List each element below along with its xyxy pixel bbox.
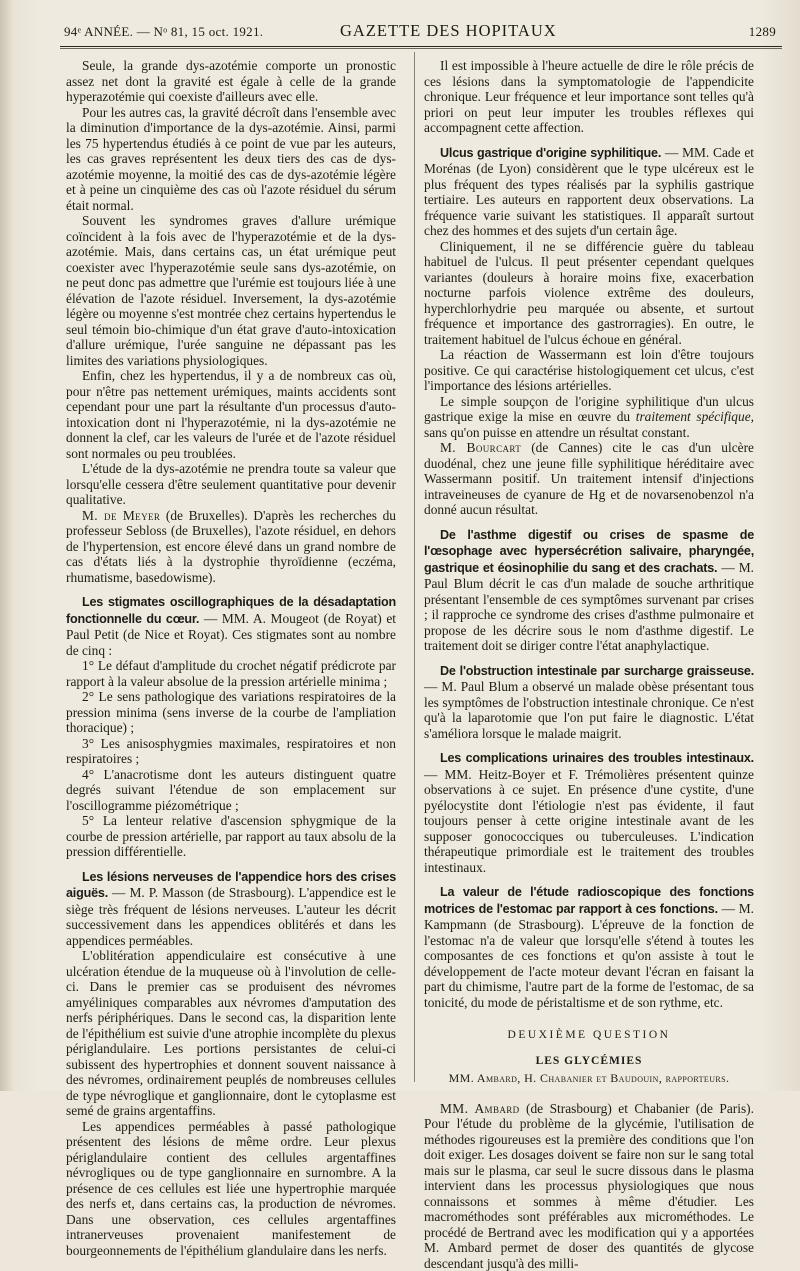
paragraph: Les appendices perméables à passé pathologique présentent des lésions de même ordre. Leur plexus périglandulaire contient des cellules argentaffines névrogliques ou de type ganglionnaire en surnombre. A la présence de ces cellules est liée une hypertrophie marquée des nerfs et, dans certains cas, la production de névromes. Dans une observation, ces cellules argentaffines intranerveuses provenaient manifestement de bourgeonnements de l'épithélium glandulaire dans les nerfs. [66, 1119, 396, 1259]
paragraph [424, 440, 754, 518]
section-text: — MM. Cade et Morénas (de Lyon) considèrent que le type ulcéreux est le plus fréquent des types réalisés par la syphilis gastrique tertiaire. Les auteurs en rapportent deux observations. La fréquence varie suivant les statistiques. Il apparaît surtout chez des hommes et des sujets d'un certain âge. [424, 145, 754, 239]
question-title: LES GLYCÉMIES [424, 1054, 754, 1070]
running-header [56, 20, 784, 44]
section-text: — M. Paul Blum a observé un malade obèse présentant tous les symptômes de l'obstruction intestinale chronique. Ce n'est qu'à la laparotomie que l'on put faire le diagnostic. L'état s'améliora lorsque le malade maigrit. [424, 679, 754, 741]
section-syphilitic-ulcus [424, 145, 754, 239]
section-text: — MM. Heitz-Boyer et F. Trémolières présentent quinze observations à ce sujet. En présence d'une cystite, d'une pyélocystite dont l'étiologie n'est pas évidente, il faut toujours penser à cette origine intestinale avant de les supposer gonococciques ou tuberculeuses. L'indication thérapeutique primordiale est le traitement des troubles intestinaux. [424, 767, 754, 875]
section-urinary-complications [424, 750, 754, 875]
list-item: 5° La lenteur relative d'ascension sphygmique de la courbe de pression artérielle, par rapport au taux absolu de la pression différentielle. [66, 813, 396, 860]
section-heading: De l'obstruction intestinale par surcharge graisseuse. [440, 664, 754, 678]
section-text: — M. Paul Blum décrit le cas d'un malade de souche arthritique présentant l'ensemble de ces symptômes survenant par crises ; il rapproche ce syndrome des crises d'asthme pulmonaire et propose de les décrire sous le nom d'asthme digestif. Le traitement doit se diriger contre l'état anaphylactique. [424, 560, 754, 654]
paragraph: Seule, la grande dys-azotémie comporte un pronostic assez net dont la gravité est égale à celle de la grande hyperazotémie qui coexiste d'ailleurs avec elle. [66, 58, 396, 105]
header-rule [60, 46, 782, 47]
section-heading: Les stigmates oscillographiques de la désadaptation fonctionnelle du cœur. [66, 595, 396, 626]
paragraph [424, 1101, 754, 1271]
section-heading: De l'asthme digestif ou crises de spasme de l'œsophage avec hypersécrétion salivaire, pharyngée, gastrique et éosinophilie du sang et des crachats. [424, 528, 754, 575]
paragraph [66, 508, 396, 586]
author-name: MM. Ambard [440, 1101, 520, 1116]
left-column [66, 58, 396, 1258]
section-intestinal-obstruction [424, 663, 754, 742]
list-item: 2° Le sens pathologique des variations respiratoires de la pression minima (sens inverse de la courbe de l'ampliation thoracique) ; [66, 689, 396, 736]
page-number: 1289 [749, 24, 776, 40]
section-radioscopic-study [424, 884, 754, 1010]
italic-text: traitement spécifique, [636, 409, 754, 424]
question-label: DEUXIÈME QUESTION [424, 1028, 754, 1044]
paragraph: L'étude de la dys-azotémie ne prendra toute sa valeur que lorsqu'elle cessera d'être seulement quantitative pour devenir qualitative. [66, 461, 396, 508]
list-item: 3° Les anisosphygmies maximales, respiratoires et non respiratoires ; [66, 736, 396, 767]
author-name: M. de Meyer [82, 508, 160, 523]
paragraph-text: (de Cannes) cite le cas d'un ulcère duodénal, chez une jeune fille syphilitique héréditaire avec Wassermann positif. Un traitement intensif d'injections intraveineuses de cyanure de Hg et de novarsenobenzol n'a donné aucun résultat. [424, 440, 754, 517]
section-appendix-lesions [66, 869, 396, 949]
section-text: — MM. A. Mougeot (de Royat) et Paul Petit (de Nice et Royat). Ces stigmates sont au nombre de cinq : [66, 611, 396, 658]
paragraph: Souvent les syndromes graves d'allure urémique coïncident à la fois avec de l'hyperazotémie et de la dys-azotémie. Mais, dans certains cas, un état urémique peut coexister avec l'hyperazotémie seule sans dys-azotémie, on ne peut donc pas admettre que l'urémie est toujours liée à une élévation de l'azote résiduel. Inversement, la dys-azotémie légère ou moyenne s'est montrée chez certains hypertendus le seul témoin bio-chimique d'un état grave d'auto-intoxication d'allure urémique, l'urée sanguine ne dépassant pas les limites des variations physiologiques. [66, 213, 396, 368]
paragraph-text: Le simple soupçon de l'origine syphilitique d'un ulcus gastrique exige la mise en œuvre du [424, 394, 754, 425]
paragraph: Cliniquement, il ne se différencie guère du tableau habituel de l'ulcus. Il peut présenter cependant quelques variantes (douleurs à horaire moins fixe, exacerbation nocturne parfois violence extrême des douleurs, hyperchlorhydrie peu marquée ou absente, et surtout fréquence et importance des gastrorragies). En outre, le traitement habituel de l'ulcus échoue en général. [424, 239, 754, 348]
paragraph: Enfin, chez les hypertendus, il y a de nombreux cas où, pour n'être pas nettement urémiques, maints accidents sont cependant pour une part la résultante d'un processus d'auto-intoxication dont ni l'hyperazotémie, ni la dys-azotémie ne donnent la clef, car les valeurs de l'urée et de l'azote résiduel sont normales ou peu troublées. [66, 368, 396, 461]
paragraph-text: sans qu'on puisse en attendre un résultat constant. [424, 425, 690, 440]
header-rule-secondary [60, 48, 782, 49]
section-heading: Les lésions nerveuses de l'appendice hors des crises aiguës. [66, 870, 396, 901]
section-text: — M. Kampmann (de Strasbourg). L'épreuve de la fonction de l'estomac n'a de valeur que lorsqu'elle s'étend à toutes les composantes de ces fonctions et qu'on assiste à tout le développement de l'acte moteur devant l'écran en faisant la part du chimisme, l'autre part de la forme de l'estomac, de sa tonicité, du mode de péristaltisme et de son rythme, etc. [424, 901, 754, 1010]
paragraph-text: (de Strasbourg) et Chabanier (de Paris). Pour l'étude du problème de la glycémie, l'utilisation de méthodes rigoureuses est la première des conditions que l'on doit exiger. Les dosages doivent se faire non sur le sang total mais sur le plasma, car seul le sucre dissous dans le plasma intervient dans les processus physiologiques que nous connaissons et sommes à même d'étudier. Les macrométhodes sont préférables aux microméthodes. Le procédé de Bertrand avec les modification qui y a apportées M. Ambard permet de doser des quantités de glycose descendant jusqu'à des milli- [424, 1101, 754, 1271]
paragraph: La réaction de Wassermann est loin d'être toujours positive. Ce qui caractérise histologiquement cet ulcus, c'est l'importance des lésions artérielles. [424, 347, 754, 394]
section-heading: Ulcus gastrique d'origine syphilitique. [440, 146, 661, 160]
section-text: — M. P. Masson (de Strasbourg). L'appendice est le siège très fréquent de lésions nerveuses. L'auteur les décrit successivement dans les appendices oblitérés et dans les appendices perméables. [66, 885, 396, 948]
right-column [424, 58, 754, 1271]
column-divider [414, 52, 415, 1082]
list-item: 1° Le défaut d'amplitude du crochet négatif prédicrote par rapport à la valeur absolue de la pression artérielle minima ; [66, 658, 396, 689]
section-oscillographic-stigmata [66, 594, 396, 658]
list-item: 4° L'anacrotisme dont les auteurs distinguent quatre degrés suivant l'étendue de son emplacement sur l'oscillogramme piézométrique ; [66, 767, 396, 814]
section-digestive-asthma [424, 527, 754, 654]
paragraph [424, 394, 754, 441]
paragraph: L'oblitération appendiculaire est consécutive à une ulcération étendue de la muqueuse où à l'involution de celle-ci. Dans le premier cas se produisent des névromes amyéliniques comparables aux névromes d'amputation des nerfs périphériques. Dans le second cas, la disparition lente de l'épithélium est suivie d'une atrophie incomplète du plexus périglandulaire. Les portions persistantes de celui-ci subissent des hypertrophies et donnent souvent naissance à des névromes, ordinairement peuplés de nombreuses cellules de type névroglique et ganglionnaire, dont le cytoplasme est semé de grains argentaffins. [66, 948, 396, 1119]
journal-title: GAZETTE DES HOPITAUX [340, 21, 557, 41]
author-name: M. Bourcart [440, 440, 521, 455]
paragraph: Il est impossible à l'heure actuelle de dire le rôle précis de ces lésions dans la symptomatologie de l'appendicite chronique. Leur fréquence et leur importance sont telles qu'à priori on peut leur imputer les troubles réflexes qui accompagnent cette affection. [424, 58, 754, 136]
paragraph-text: (de Bruxelles). D'après les recherches du professeur Sebloss (de Bruxelles), l'azote résiduel, en dehors de l'hypertension, est encore élevé dans un grand nombre de cas d'états liés à la dystrophie thyroïdienne (eczéma, rhumatisme, basedowisme). [66, 508, 396, 585]
question-reporters: MM. Ambard, H. Chabanier et Baudouin, rapporteurs. [424, 1071, 754, 1087]
issue-info: 94ᵉ ANNÉE. — Nᵒ 81, 15 oct. 1921. [64, 24, 263, 40]
section-heading: La valeur de l'étude radioscopique des fonctions motrices de l'estomac par rapport à ces fonctions. [424, 885, 754, 916]
section-heading: Les complications urinaires des troubles intestinaux. [440, 751, 754, 765]
paragraph: Pour les autres cas, la gravité décroît dans l'ensemble avec la diminution d'importance de la dys-azotémie. Ainsi, parmi les 75 hypertendus étudiés à ce point de vue par les auteurs, les cas graves représentent les deux tiers des cas de dys-azotémie moyenne, la moitié des cas de dys-azotémie légère et à peine un cinquième des cas où l'azote résiduel du sérum était normal. [66, 105, 396, 214]
